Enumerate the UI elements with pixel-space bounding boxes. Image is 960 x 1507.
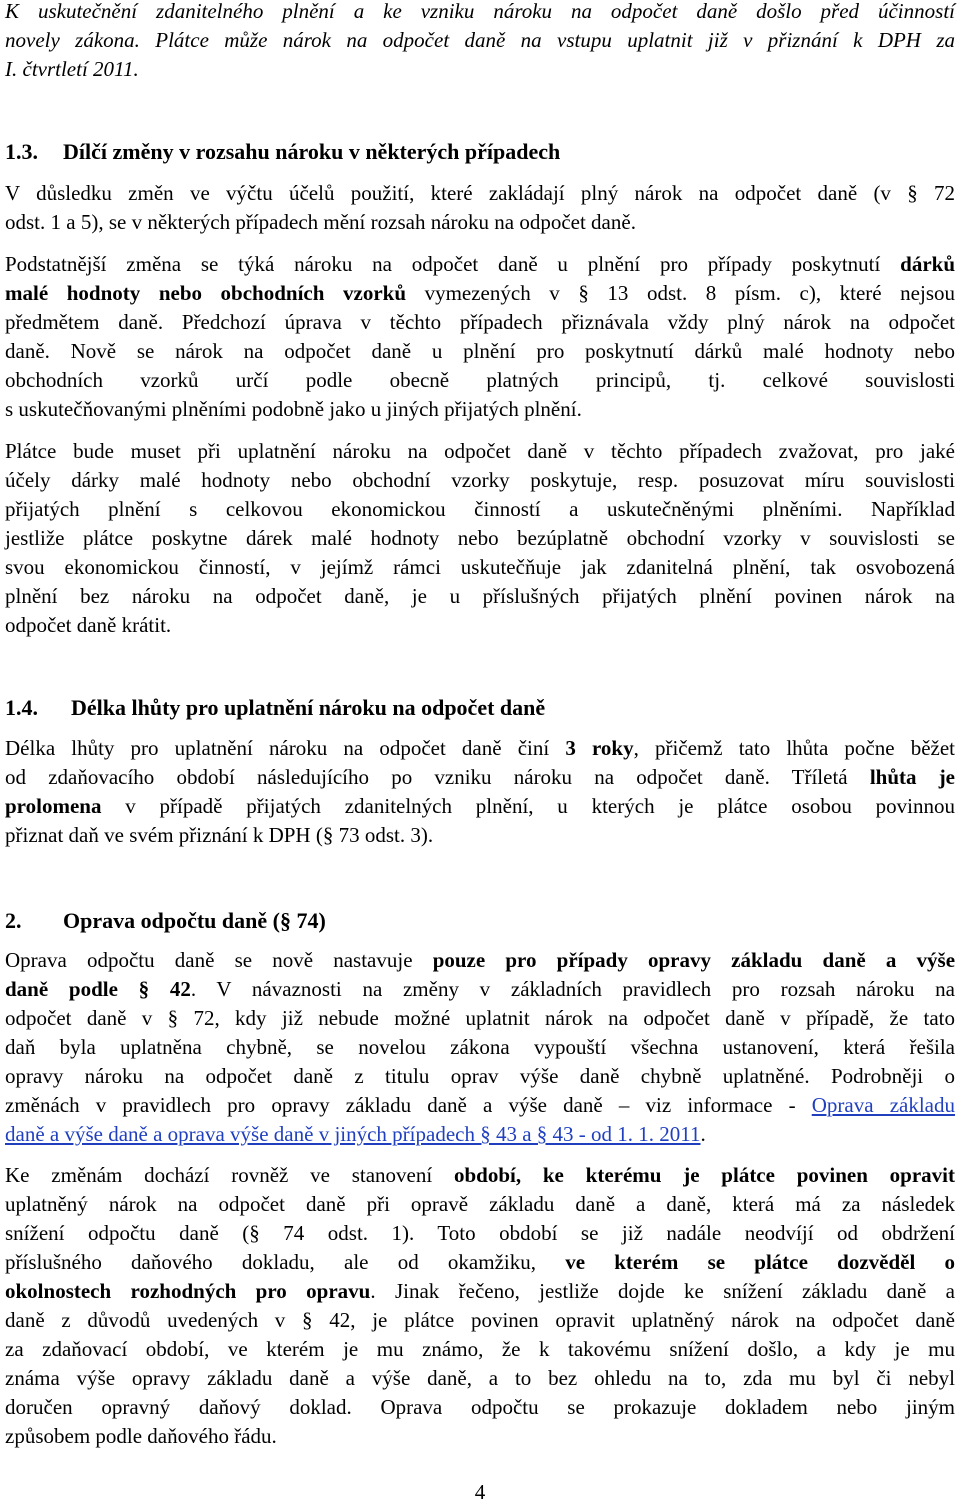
text-line: doručen opravný daňový doklad. Oprava odpočtu se prokazuje dokladem nebo jiným xyxy=(5,1395,955,1419)
oprava-zakladu-link-cont[interactable]: daně a výše daně a oprava výše daně v jiných případech § 43 a § 43 - od 1. 1. 2011 xyxy=(5,1122,701,1146)
text-run: , přičemž tato lhůta počne běžet xyxy=(633,736,955,760)
text-run: Délka lhůty pro uplatnění nároku na odpočet daně činí xyxy=(5,736,550,760)
text-line: přijatých plnění s celkovou ekonomickou činností a uskutečněnými plněními. Například xyxy=(5,497,955,521)
text-line xyxy=(5,1248,955,1277)
section-number: 1.4. xyxy=(5,695,38,720)
page-number: 4 xyxy=(474,1480,486,1504)
text-line xyxy=(5,1277,955,1306)
text-line xyxy=(5,250,955,279)
section-title: Délka lhůty pro uplatnění nároku na odpočet daně xyxy=(71,695,546,720)
text-line: odpočet daně krátit. xyxy=(5,613,172,637)
paragraph xyxy=(5,946,955,1149)
text-line: opravy nároku na odpočet daně z titulu oprav výše daně chybně uplatněné. Podrobněji o xyxy=(5,1064,955,1088)
text-line: předmětem daně. Předchozí úprava v těchto případech přiznávala vždy plný nárok na odpočet xyxy=(5,310,955,334)
text-run: příslušného daňového dokladu, ale od okamžiku, xyxy=(5,1250,536,1274)
bold-text: okolnostech rozhodných pro opravu xyxy=(5,1279,371,1303)
section-heading-1-4 xyxy=(5,693,545,722)
text-line: Plátce bude muset při uplatnění nároku na odpočet daně v těchto případech zvažovat, pro jaké xyxy=(5,439,955,463)
text-line: uplatněný nárok na odpočet daně při opravě základu daně a daně, která má za následek xyxy=(5,1192,955,1216)
text-run: Podstatnější změna se týká nároku na odpočet daně u plnění pro případy poskytnutí xyxy=(5,252,881,276)
text-line xyxy=(5,1091,955,1120)
bold-text: lhůta je xyxy=(869,765,956,789)
text-line xyxy=(5,279,955,308)
bold-text: pouze pro případy opravy základu daně a výše xyxy=(432,948,956,972)
text-line: daně. Nově se nárok na odpočet daně u plnění pro poskytnutí dárků malé hodnoty nebo xyxy=(5,339,955,363)
oprava-zakladu-link[interactable]: Oprava základu xyxy=(811,1093,955,1117)
bold-text: dárků xyxy=(900,252,955,276)
text-line: I. čtvrtletí 2011. xyxy=(5,57,139,81)
bold-text: malé hodnoty nebo obchodních vzorků xyxy=(5,281,406,305)
section-title: Dílčí změny v rozsahu nároku v některých případech xyxy=(63,139,561,164)
text-line: V důsledku změn ve výčtu účelů použití, které zakládají plný nárok na odpočet daně (v § 72 xyxy=(5,181,955,205)
text-line: plnění bez nároku na odpočet daně, je u příslušných přijatých plnění povinen nárok na xyxy=(5,584,955,608)
paragraph xyxy=(5,250,955,424)
bold-text: 3 roky xyxy=(565,736,634,760)
text-line: s uskutečňovanými plněními podobně jako u jiných přijatých plnění. xyxy=(5,397,582,421)
text-line: způsobem podle daňového řádu. xyxy=(5,1424,277,1448)
text-run: změnách v pravidlech pro opravy základu daně a výše daně – viz informace - xyxy=(5,1093,796,1117)
section-heading-1-3 xyxy=(5,137,560,166)
text-run: v případě přijatých zdanitelných plnění, u kterých je plátce osobou povinnou xyxy=(125,794,956,818)
paragraph xyxy=(5,437,955,640)
paragraph xyxy=(5,734,955,850)
text-line xyxy=(5,1161,955,1190)
text-line: známa výše opravy základu daně a výše daně, a to bez ohledu na to, zda mu byl či nebyl xyxy=(5,1366,955,1390)
bold-text: období, ke kterému je plátce povinen opravit xyxy=(453,1163,956,1187)
text-run: Oprava odpočtu daně se nově nastavuje xyxy=(5,948,413,972)
text-line: odpočet daně v § 72, kdy již nebude možné uplatnit nárok na odpočet daně v případě, že tato xyxy=(5,1006,955,1030)
text-run: . V návaznosti na změny v základních pravidlech pro rozsah nároku na xyxy=(190,977,955,1001)
section-title: Oprava odpočtu daně (§ 74) xyxy=(63,908,326,933)
bold-text: prolomena xyxy=(5,794,102,818)
text-run: vymezených v § 13 odst. 8 písm. c), které nejsou xyxy=(424,281,956,305)
text-line: přiznat daň ve svém přiznání k DPH (§ 73 odst. 3). xyxy=(5,823,434,847)
text-line xyxy=(5,946,955,975)
text-run: . Jinak řečeno, jestliže dojde ke snížení základu daně a xyxy=(370,1279,955,1303)
paragraph xyxy=(5,179,955,237)
text-line xyxy=(5,792,955,821)
intro-paragraph xyxy=(5,0,955,84)
bold-text: daně podle § 42 xyxy=(5,977,191,1001)
text-line: daně z důvodů uvedených v § 42, je plátce povinen opravit uplatněný nárok na odpočet daně xyxy=(5,1308,955,1332)
text-run: . xyxy=(700,1122,706,1146)
bold-text: ve kterém se plátce dozvěděl o xyxy=(565,1250,956,1274)
section-number: 2. xyxy=(5,908,22,933)
text-line: snížení odpočtu daně (§ 74 odst. 1). Toto období se již nadále neodvíjí od obdržení xyxy=(5,1221,955,1245)
text-line xyxy=(5,763,955,792)
text-line: účely dárky malé hodnoty nebo obchodní vzorky poskytuje, resp. posuzovat míru souvislosti xyxy=(5,468,955,492)
text-line: odst. 1 a 5), se v některých případech mění rozsah nároku na odpočet daně. xyxy=(5,210,636,234)
section-number: 1.3. xyxy=(5,139,38,164)
paragraph xyxy=(5,1161,955,1451)
text-run: od zdaňovacího období následujícího po vzniku nároku na odpočet daně. Tříletá xyxy=(5,765,848,789)
text-run: Ke změnám dochází rovněž ve stanovení xyxy=(5,1163,433,1187)
text-line xyxy=(5,975,955,1004)
text-line: K uskutečnění zdanitelného plnění a ke vzniku nároku na odpočet daně došlo před účinností xyxy=(5,0,955,23)
text-line xyxy=(5,1120,955,1149)
text-line: svou ekonomickou činností, v jejímž rámci uskutečňuje jak zdanitelná plnění, tak osvobozená xyxy=(5,555,955,579)
text-line: daň byla uplatněna chybně, se novelou zákona vypouští všechna ustanovení, která řešila xyxy=(5,1035,955,1059)
text-line xyxy=(5,734,955,763)
section-heading-2 xyxy=(5,906,326,935)
text-line: za zdaňovací období, ve kterém je mu známo, že k takovému snížení došlo, a kdy je mu xyxy=(5,1337,955,1361)
text-line: novely zákona. Plátce může nárok na odpočet daně na vstupu uplatnit již v přiznání k DPH za xyxy=(5,28,955,52)
text-line: jestliže plátce poskytne dárek malé hodnoty nebo bezúplatně obchodní vzorky v souvislosti se xyxy=(5,526,955,550)
text-line: obchodních vzorků určí podle obecně platných principů, tj. celkové souvislosti xyxy=(5,368,955,392)
